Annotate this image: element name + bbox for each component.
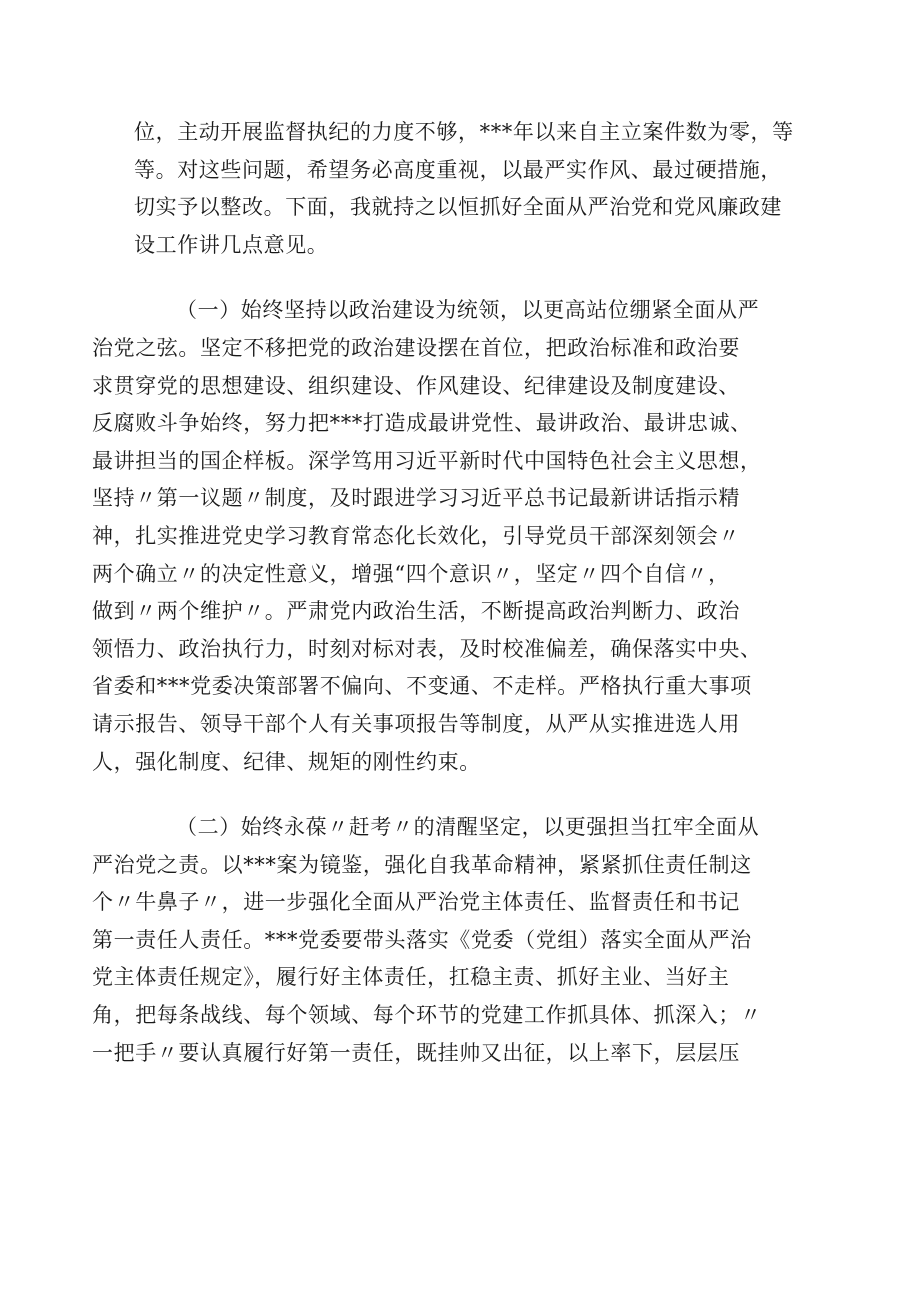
text-line: 最讲担当的国企样板。深学笃用习近平新时代中国特色社会主义思想，: [92, 448, 762, 473]
text-line: 严治党之责。以***案为镜鉴，强化自我革命精神，紧紧抓住责任制这: [92, 852, 752, 877]
text-line: （二）始终永葆〃赶考〃的清醒坚定，以更强担当扛牢全面从: [176, 815, 760, 840]
text-line: 第一责任人责任。***党委要带头落实《党委（党组）落实全面从严治: [92, 927, 752, 952]
text-line: 切实予以整改。下面，我就持之以恒抓好全面从严治党和党风廉政建: [134, 195, 782, 220]
text-line: 神，扎实推进党史学习教育常态化长效化，引导党员干部深刻领会〃: [92, 523, 740, 548]
text-line: 人，强化制度、纪律、规矩的刚性约束。: [92, 749, 481, 774]
paragraph-section-one: [92, 292, 794, 781]
paragraph-continuation: [134, 114, 794, 264]
text-line: 领悟力、政治执行力，时刻对标对表，及时校准偏差，确保落实中央、: [92, 636, 762, 661]
text-line: 个〃牛鼻子〃，进一步强化全面从严治党主体责任、监督责任和书记: [92, 890, 740, 915]
text-line: （一）始终坚持以政治建设为统领，以更高站位绷紧全面从严: [176, 298, 760, 323]
text-line: 省委和***党委决策部署不偏向、不变通、不走样。严格执行重大事项: [92, 674, 752, 699]
text-line: 坚持〃第一议题〃制度，及时跟进学习习近平总书记最新讲话指示精: [92, 486, 740, 511]
text-line: 角，把每条战线、每个领域、每个环节的党建工作抓具体、抓深入；〃: [92, 1003, 762, 1028]
text-line: 反腐败斗争始终，努力把***打造成最讲党性、最讲政治、最讲忠诚、: [92, 411, 752, 436]
text-line: 做到〃两个维护〃。严肃党内政治生活，不断提高政治判断力、政治: [92, 599, 740, 624]
text-line: 一把手〃要认真履行好第一责任，既挂帅又出征，以上率下，层层压: [92, 1040, 740, 1065]
text-line: 党主体责任规定》，履行好主体责任，扛稳主责、抓好主业、当好主: [92, 965, 730, 990]
text-line: 请示报告、领导干部个人有关事项报告等制度，从严从实推进选人用: [92, 711, 740, 736]
paragraph-section-two: [92, 809, 794, 1072]
text-line: 位，主动开展监督执纪的力度不够，***年以来自主立案件数为零，等: [134, 120, 794, 144]
text-line: 等。对这些问题，希望务必高度重视，以最严实作风、最过硬措施，: [134, 157, 782, 182]
document-body: [92, 114, 794, 1100]
text-line: 治党之弦。坚定不移把党的政治建设摆在首位，把政治标准和政治要: [92, 335, 740, 360]
text-line: 两个确立〃的决定性意义，增强“四个意识〃，坚定〃四个自信〃，: [92, 561, 730, 586]
text-line: 设工作讲几点意见。: [134, 232, 329, 257]
text-line: 求贯穿党的思想建设、组织建设、作风建设、纪律建设及制度建设、: [92, 373, 740, 398]
